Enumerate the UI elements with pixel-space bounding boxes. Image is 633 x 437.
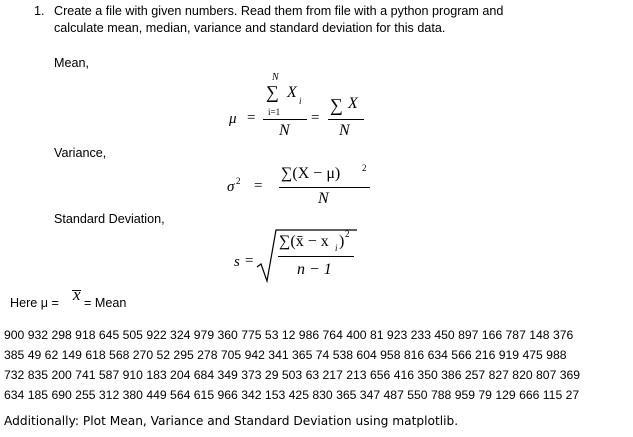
here-prefix: Here μ =: [10, 296, 59, 310]
variance-eq: =: [254, 178, 263, 194]
xi-subscript: i: [299, 96, 302, 106]
x-symbol-2: X: [348, 95, 358, 112]
sum-lower-limit: i=1: [268, 107, 281, 117]
mean-label: Mean,: [54, 56, 90, 70]
number-line-4: 634 185 690 255 312 380 449 564 615 966 342 153 425 830 365 347 487 550 788 959 79 129 666 115 27: [4, 388, 580, 402]
variance-label: Variance,: [54, 146, 107, 160]
std-numerator: ∑(x̄ − x: [279, 233, 329, 250]
s-symbol: s: [234, 254, 240, 270]
number-line-2: 385 49 62 149 618 568 270 52 295 278 705 942 341 365 74 538 604 958 816 634 566 216 919 475 988: [4, 348, 567, 362]
mean-fraction-bar-2: [328, 119, 364, 120]
std-eq: =: [245, 253, 254, 269]
here-suffix: = Mean: [84, 296, 127, 310]
mean-eq-2: =: [311, 110, 320, 126]
task-number: 1.: [34, 4, 45, 18]
mu-symbol: μ: [229, 111, 237, 127]
variance-numerator: ∑(X − μ): [281, 165, 341, 182]
std-num-squared: 2: [345, 229, 350, 239]
sum-upper-limit: N: [272, 72, 279, 83]
mean-denominator-2: N: [339, 122, 350, 139]
xbar-symbol: x: [73, 285, 81, 304]
mean-eq-1: =: [247, 110, 256, 126]
std-label: Standard Deviation,: [54, 212, 165, 226]
std-denominator: n − 1: [297, 261, 332, 278]
variance-denominator: N: [318, 190, 329, 207]
summation-symbol: ∑: [266, 82, 279, 102]
sigma-squared: 2: [236, 176, 241, 186]
number-line-3: 732 835 200 741 587 910 183 204 684 349 373 29 503 63 217 213 656 416 350 386 257 827 820 807 369: [4, 368, 581, 382]
std-num-close: ): [339, 233, 345, 250]
std-fraction-bar: [278, 256, 354, 257]
xi-symbol: X: [287, 84, 297, 101]
task-line-1: Create a file with given numbers. Read them from file with a python program and: [54, 4, 504, 18]
variance-num-squared: 2: [362, 163, 367, 173]
mean-fraction-bar-1: [263, 119, 307, 120]
mean-denominator-1: N: [279, 122, 290, 139]
sigma-symbol: σ: [227, 179, 235, 195]
std-num-subscript: i: [335, 243, 338, 253]
number-line-1: 900 932 298 918 645 505 922 324 979 360 775 53 12 986 764 400 81 923 233 450 897 166 787 148 376: [4, 328, 574, 342]
task-line-2: calculate mean, median, variance and standard deviation for this data.: [54, 21, 446, 35]
variance-fraction-bar: [279, 187, 370, 188]
summation-symbol-2: ∑: [330, 95, 343, 115]
additionally-note: Additionally: Plot Mean, Variance and Standard Deviation using matplotlib.: [4, 414, 459, 428]
